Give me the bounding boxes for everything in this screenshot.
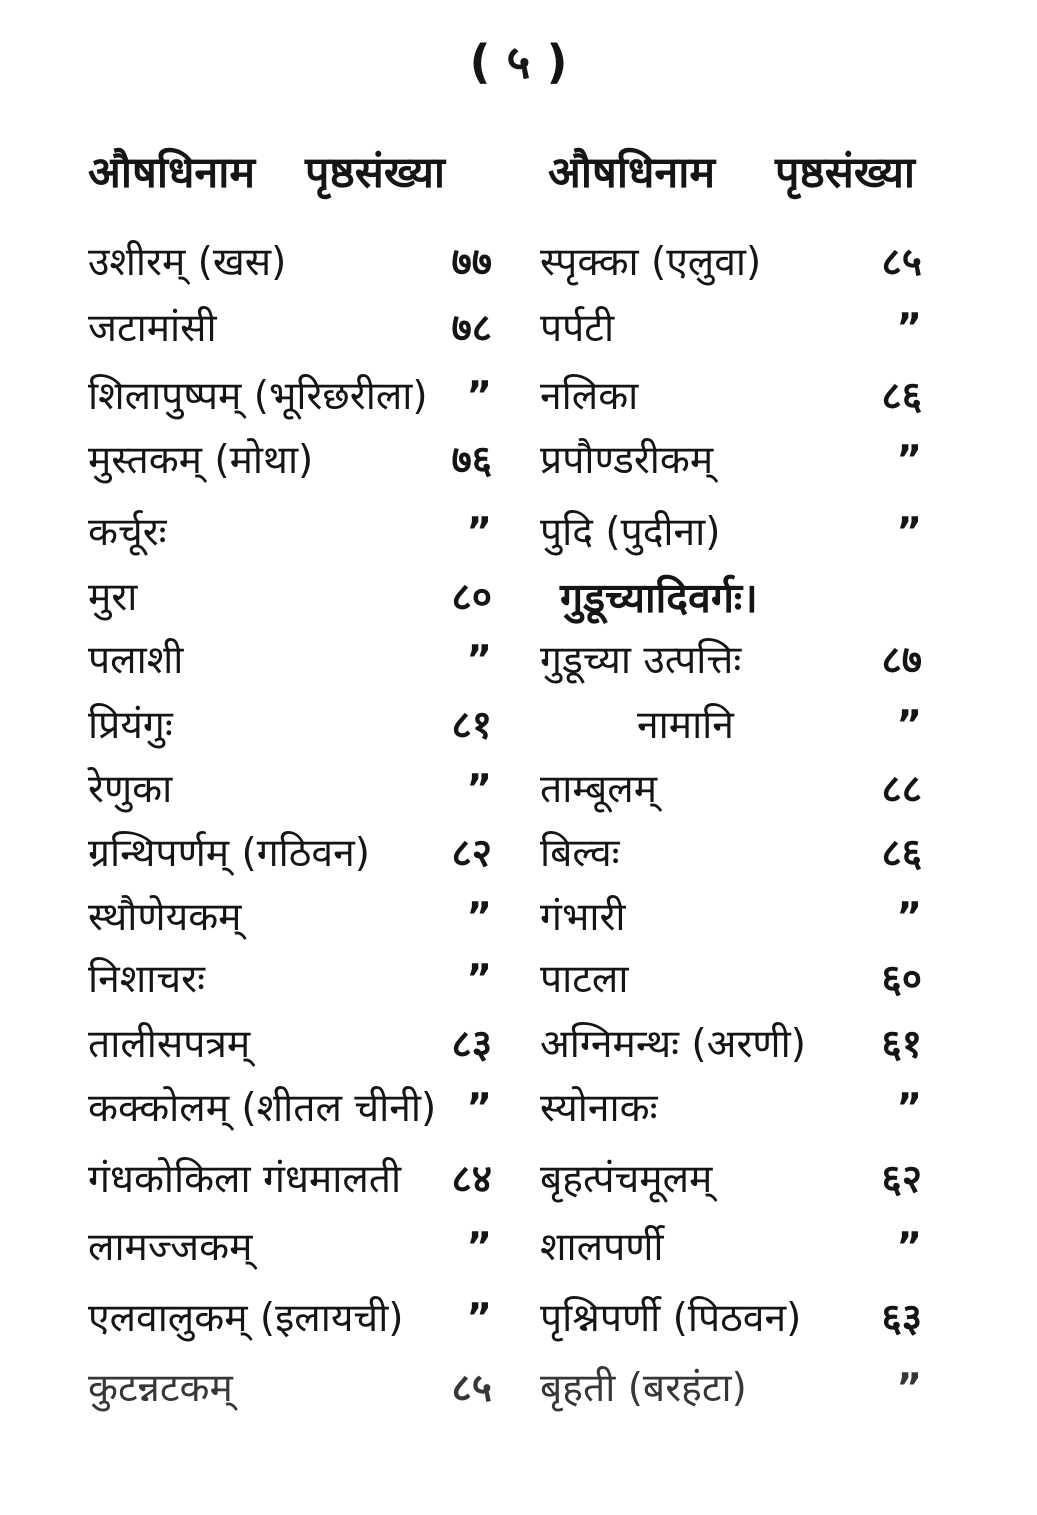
left-entry-name: जटामांसी — [88, 306, 217, 351]
right-entry-page: ” — [896, 1225, 922, 1270]
left-entry-name: मुरा — [88, 575, 138, 620]
left-entry-page: ८३ — [451, 1022, 492, 1067]
right-entry-page: ” — [896, 1086, 922, 1131]
right-entry-page: ” — [896, 438, 922, 483]
right-entry-page: ” — [896, 1366, 922, 1411]
left-entry-page: ” — [466, 895, 492, 940]
right-entry-name: पर्पटी — [540, 306, 615, 351]
left-entry-name: कक्कोलम् (शीतल चीनी) — [88, 1086, 437, 1131]
right-entry-page: ” — [896, 703, 922, 748]
left-entry-page: ” — [466, 767, 492, 812]
right-entry-name: पाटला — [540, 957, 629, 1002]
right-entry-page: ८५ — [881, 240, 922, 285]
left-entry-name: स्थौणेयकम् — [88, 895, 242, 940]
left-entry-name: रेणुका — [88, 767, 173, 812]
left-entry-page: ” — [466, 1086, 492, 1131]
left-entry-name: उशीरम् (खस) — [88, 240, 287, 285]
left-entry-name: पलाशी — [88, 638, 184, 683]
right-entry-page: ” — [896, 306, 922, 351]
left-entry-name: गंधकोकिला गंधमालती — [88, 1157, 402, 1202]
right-entry-page: ” — [896, 895, 922, 940]
right-entry-page: ” — [896, 510, 922, 555]
left-entry-page: ” — [466, 510, 492, 555]
left-entry-page: ८१ — [451, 703, 492, 748]
left-entry-name: ग्रन्थिपर्णम् (गठिवन) — [88, 831, 370, 876]
right-entry-page: ८६ — [881, 374, 922, 419]
right-entry-name: बृहती (बरहंटा) — [540, 1366, 747, 1411]
right-entry-page: ६३ — [881, 1296, 922, 1341]
right-entry-page: ८८ — [881, 767, 922, 812]
left-entry-name: कुटन्नटकम् — [88, 1366, 233, 1411]
right-entry-name: अग्निमन्थः (अरणी) — [540, 1022, 806, 1067]
right-entry-name: शालपर्णी — [540, 1225, 664, 1270]
right-entry-name: प्रपौण्डरीकम् — [540, 438, 714, 483]
left-entry-page: ” — [466, 638, 492, 683]
left-entry-page: ” — [466, 1296, 492, 1341]
right-page-header: पृष्ठसंख्या — [775, 148, 916, 198]
left-entry-name: तालीसपत्रम् — [88, 1022, 251, 1067]
left-page-header: पृष्ठसंख्या — [305, 148, 446, 198]
left-entry-page: ८२ — [451, 831, 492, 876]
left-entry-name: निशाचरः — [88, 957, 205, 1002]
left-name-header: औषधिनाम — [88, 148, 256, 198]
right-entry-name: नलिका — [540, 374, 639, 419]
right-entry-page: ६२ — [881, 1157, 922, 1202]
right-entry-page: ६१ — [881, 1022, 922, 1067]
left-entry-page: ८५ — [451, 1366, 492, 1411]
right-entry-name: स्पृक्का (एलुवा) — [540, 240, 762, 285]
left-entry-name: लामज्जकम् — [88, 1225, 253, 1270]
right-entry-name: गुडूच्या उत्पत्तिः — [540, 638, 742, 683]
right-entry-page: ६० — [881, 957, 922, 1002]
left-entry-page: ७६ — [451, 438, 492, 483]
right-name-header: औषधिनाम — [548, 148, 716, 198]
right-entry-name: बिल्वः — [540, 831, 620, 876]
section-heading: गुडूच्यादिवर्गः। — [560, 574, 758, 622]
left-entry-name: शिलापुष्पम् (भूरिछरीला) — [88, 374, 428, 419]
right-entry-name: पुदि (पुदीना) — [540, 510, 721, 555]
page-number: ( ५ ) — [469, 35, 568, 89]
left-entry-page: ७८ — [451, 306, 492, 351]
right-entry-name: बृहत्पंचमूलम् — [540, 1157, 713, 1202]
left-entry-page: ८४ — [451, 1157, 492, 1202]
left-entry-page: ७७ — [451, 240, 492, 285]
left-entry-page: ८० — [451, 575, 492, 620]
left-entry-name: प्रियंगुः — [88, 703, 173, 748]
left-entry-page: ” — [466, 374, 492, 419]
left-entry-page: ” — [466, 957, 492, 1002]
right-entry-name: पृश्निपर्णी (पिठवन) — [540, 1296, 802, 1341]
right-entry-name: ताम्बूलम् — [540, 767, 658, 812]
left-entry-name: एलवालुकम् (इलायची) — [88, 1296, 404, 1341]
left-entry-name: मुस्तकम् (मोथा) — [88, 438, 314, 483]
right-entry-name: गंभारी — [540, 895, 626, 940]
right-entry-page: ८६ — [881, 831, 922, 876]
right-entry-name: स्योनाकः — [540, 1086, 658, 1131]
left-entry-page: ” — [466, 1225, 492, 1270]
left-entry-name: कर्चूरः — [88, 510, 167, 555]
right-entry-page: ८७ — [881, 638, 922, 683]
right-entry-name: नामानि — [637, 703, 734, 748]
